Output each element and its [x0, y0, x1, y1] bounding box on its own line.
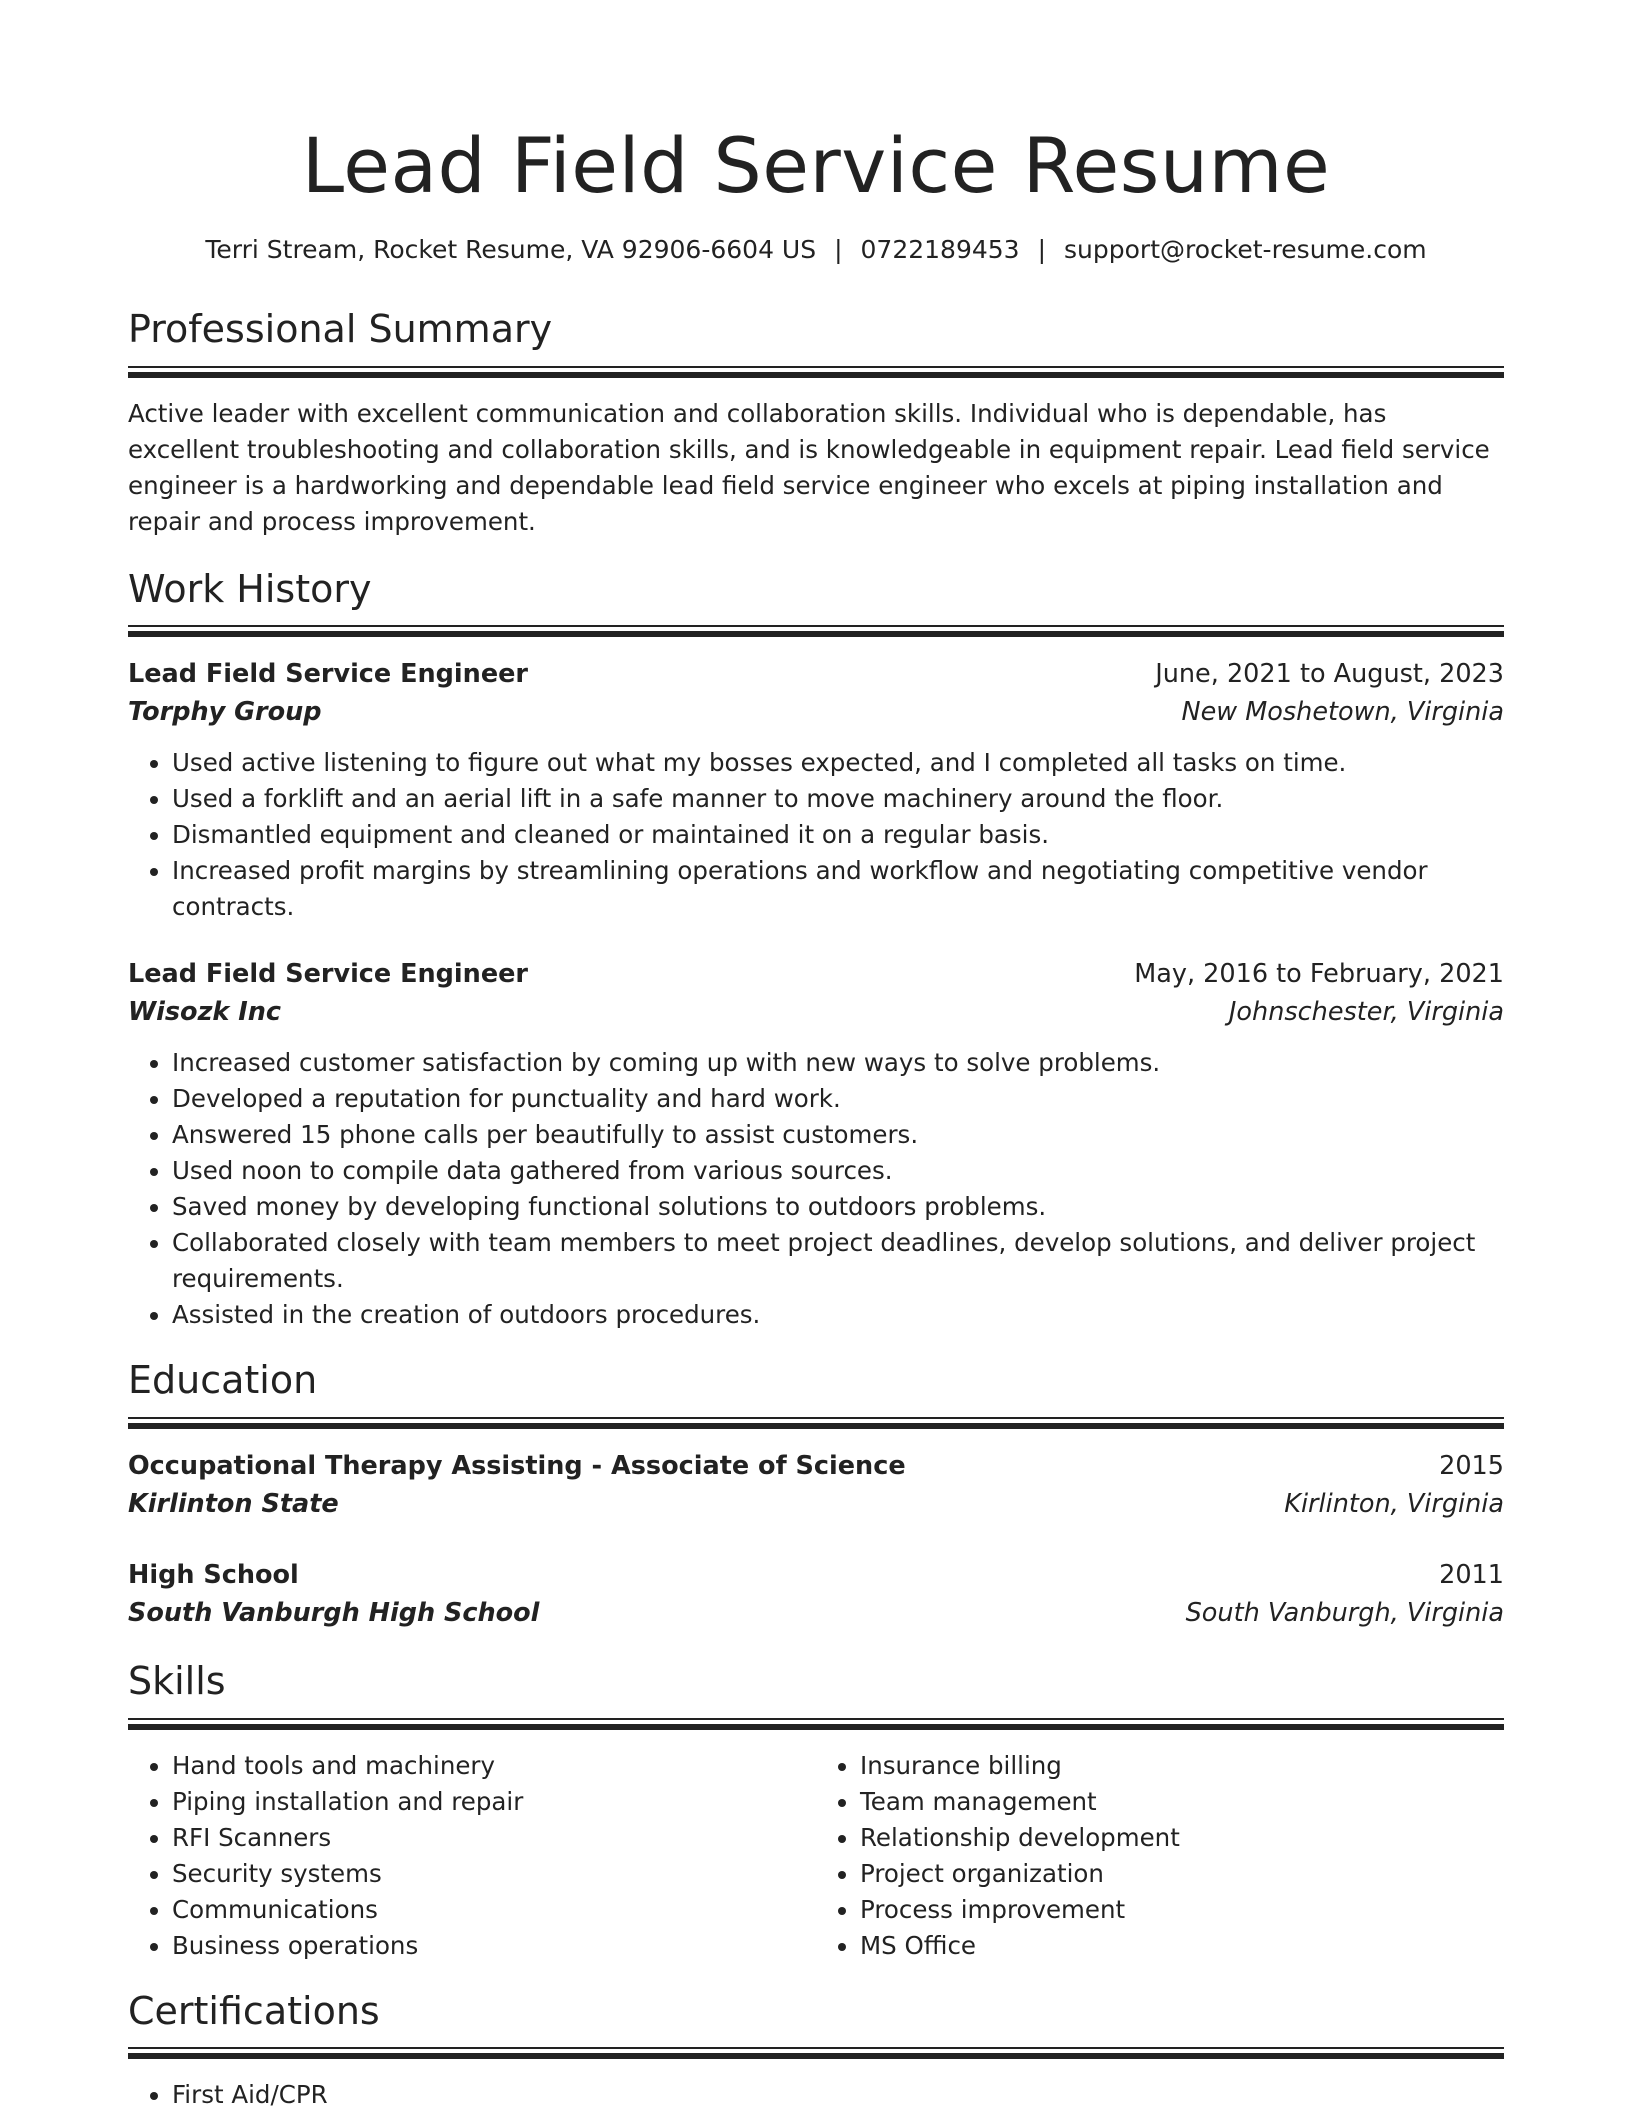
section-divider — [128, 1718, 1504, 1730]
education-header — [128, 1447, 1504, 1485]
job-bullet: • Dismantled equipment and cleaned or maintained it on a regular basis. — [172, 817, 1504, 853]
resume-title: Lead Field Service Resume — [301, 121, 1331, 210]
skill-item: • Hand tools and machinery — [172, 1748, 816, 1784]
skill-item: • Security systems — [172, 1856, 816, 1892]
skills-list-right — [816, 1748, 1504, 1964]
job-company: Wisozk Inc — [128, 997, 281, 1028]
job-company: Torphy Group — [128, 697, 322, 728]
job-entry — [128, 955, 1504, 1333]
education-degree: Occupational Therapy Assisting - Associate of Science — [128, 1451, 906, 1482]
education-subheader — [128, 1485, 1504, 1523]
job-bullet: • Used active listening to figure out what my bosses expected, and I completed all tasks on time. — [172, 745, 1504, 781]
job-subheader — [128, 993, 1504, 1031]
contact-separator: | — [834, 235, 843, 264]
summary-text: Active leader with excellent communication and collaboration skills. Individual who is dependable, has excellent troubleshooting and collaboration skills, and is knowledgeable in equipment repair. Lead field service engineer is a hardworking and dependable lead field service engineer who excels at piping installation and repair and process improvement. — [128, 398, 1490, 536]
certifications-section — [128, 1990, 1504, 2113]
job-location: New Moshetown, Virginia — [1181, 697, 1504, 728]
job-bullet: • Used a forklift and an aerial lift in a safe manner to move machinery around the floor. — [172, 781, 1504, 817]
skill-item: • Relationship development — [860, 1820, 1504, 1856]
job-dates: May, 2016 to February, 2021 — [1134, 959, 1504, 990]
skills-heading: Skills — [128, 1659, 226, 1704]
contact-line — [128, 235, 1504, 264]
job-title: Lead Field Service Engineer — [128, 659, 528, 690]
job-header — [128, 955, 1504, 993]
skills-list-left — [128, 1748, 816, 1964]
job-bullets — [128, 1045, 1504, 1333]
education-location: South Vanburgh, Virginia — [1185, 1598, 1504, 1629]
certifications-list — [128, 2077, 1504, 2113]
summary-heading: Professional Summary — [128, 307, 553, 351]
contact-phone: 0722189453 — [860, 235, 1020, 264]
job-bullet: • Saved money by developing functional solutions to outdoors problems. — [172, 1189, 1504, 1225]
skills-section — [128, 1660, 1504, 1964]
work-history-section — [128, 568, 1504, 1334]
job-bullet: • Assisted in the creation of outdoors procedures. — [172, 1297, 1504, 1333]
skill-item: • Insurance billing — [860, 1748, 1504, 1784]
job-entry — [128, 655, 1504, 925]
job-bullet: • Developed a reputation for punctuality and hard work. — [172, 1081, 1504, 1117]
skill-item: • Communications — [172, 1892, 816, 1928]
skill-item: • Process improvement — [860, 1892, 1504, 1928]
education-entry — [128, 1556, 1504, 1632]
education-year: 2015 — [1439, 1451, 1504, 1482]
contact-address: Terri Stream, Rocket Resume, VA 92906-6604 US — [205, 235, 817, 264]
education-degree: High School — [128, 1560, 299, 1591]
skill-item: • Team management — [860, 1784, 1504, 1820]
job-bullet: • Collaborated closely with team members to meet project deadlines, develop solutions, and deliver project requirements. — [172, 1225, 1504, 1297]
job-bullet: • Used noon to compile data gathered from various sources. — [172, 1153, 1504, 1189]
education-section — [128, 1359, 1504, 1632]
job-dates: June, 2021 to August, 2023 — [1155, 659, 1504, 690]
education-school: Kirlinton State — [128, 1489, 339, 1520]
work-history-heading: Work History — [128, 566, 372, 611]
certifications-heading: Certifications — [128, 1988, 380, 2033]
contact-email: support@rocket-resume.com — [1064, 235, 1427, 264]
skill-item: • MS Office — [860, 1928, 1504, 1964]
contact-separator: | — [1037, 235, 1047, 264]
job-subheader — [128, 693, 1504, 731]
education-entry — [128, 1447, 1504, 1523]
section-divider — [128, 625, 1504, 637]
summary-section — [128, 308, 1504, 540]
certification-item: • First Aid/CPR — [172, 2077, 1504, 2113]
job-bullet: • Answered 15 phone calls per beautifully to assist customers. — [172, 1117, 1504, 1153]
job-header — [128, 655, 1504, 693]
section-divider — [128, 1417, 1504, 1429]
section-divider — [128, 2047, 1504, 2059]
skill-item: • Business operations — [172, 1928, 816, 1964]
skills-columns — [128, 1748, 1504, 1964]
job-bullet: • Increased profit margins by streamlining operations and workflow and negotiating competitive vendor contracts. — [172, 853, 1504, 925]
education-location: Kirlinton, Virginia — [1284, 1489, 1504, 1520]
education-year: 2011 — [1439, 1560, 1504, 1591]
education-heading: Education — [128, 1358, 318, 1403]
job-title: Lead Field Service Engineer — [128, 959, 528, 990]
education-subheader — [128, 1594, 1504, 1632]
job-location: Johnschester, Virginia — [1228, 997, 1504, 1028]
skill-item: • Project organization — [860, 1856, 1504, 1892]
education-school: South Vanburgh High School — [128, 1598, 540, 1629]
job-bullets — [128, 745, 1504, 925]
skill-item: • Piping installation and repair — [172, 1784, 816, 1820]
section-divider — [128, 366, 1504, 378]
education-header — [128, 1556, 1504, 1594]
job-bullet: • Increased customer satisfaction by coming up with new ways to solve problems. — [172, 1045, 1504, 1081]
skill-item: • RFI Scanners — [172, 1820, 816, 1856]
